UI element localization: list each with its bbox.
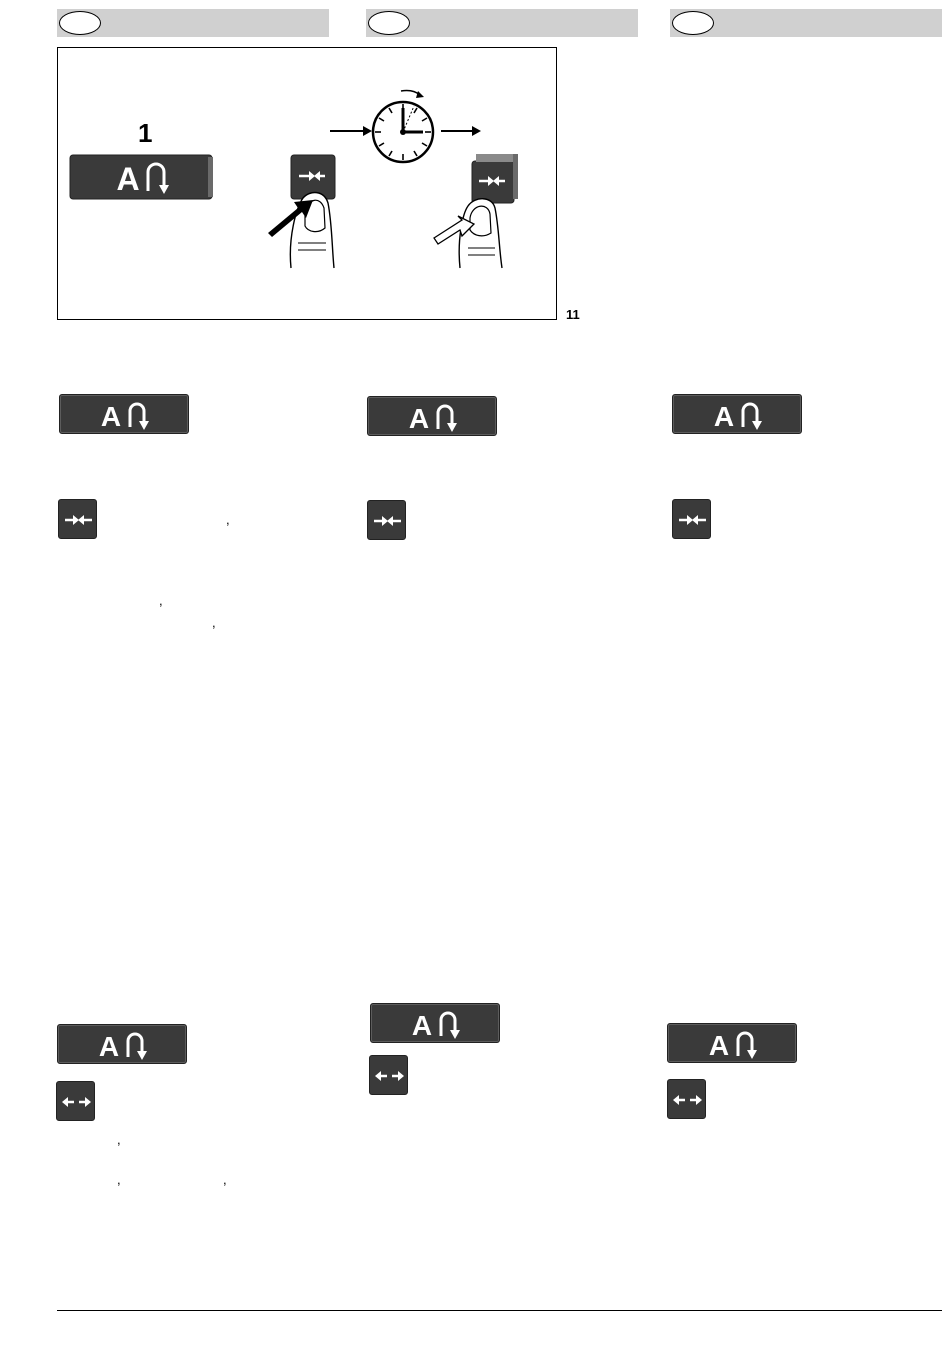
comma-fragment-5: ,	[117, 1172, 121, 1187]
comma-fragment-4: ,	[117, 1132, 121, 1147]
svg-text:A: A	[411, 1010, 433, 1041]
close-key-col1	[58, 499, 97, 539]
mode-badge-col3-top	[672, 394, 802, 434]
instruction-figure	[57, 47, 557, 320]
open-key-col2	[369, 1055, 408, 1095]
arrow-from-clock	[441, 126, 481, 136]
arrow-to-clock	[330, 126, 372, 136]
comma-fragment-1: ,	[226, 512, 230, 527]
language-header-bar-1	[57, 9, 329, 37]
arrows-outward-icon	[370, 1056, 409, 1096]
svg-text:A: A	[713, 401, 735, 432]
mode-badge-col2-top	[367, 396, 497, 436]
comma-fragment-6: ,	[223, 1172, 227, 1187]
svg-text:A: A	[708, 1030, 730, 1061]
language-header-bar-2	[366, 9, 638, 37]
step-label: 1	[138, 118, 153, 148]
open-key-col1	[56, 1081, 95, 1121]
svg-text:A: A	[100, 401, 122, 432]
close-key-col3	[672, 499, 711, 539]
mode-badge-col3-bottom	[667, 1023, 797, 1063]
figure-mode-badge	[70, 155, 213, 199]
mode-badge-col2-bottom	[370, 1003, 500, 1043]
arrows-outward-icon	[57, 1082, 96, 1122]
close-key-col2	[367, 500, 406, 540]
key-released-illustration	[434, 154, 518, 268]
svg-text:A: A	[98, 1031, 120, 1062]
arrows-outward-icon	[668, 1080, 707, 1120]
figure-badge-letter: A	[116, 161, 140, 197]
figure-number: 11	[566, 307, 580, 322]
key-pressed-illustration	[268, 155, 335, 268]
language-header-bar-3	[670, 9, 942, 37]
open-key-col3	[667, 1079, 706, 1119]
mode-badge-col1-top	[59, 394, 189, 434]
mode-badge-col1-bottom	[57, 1024, 187, 1064]
language-flag-oval-2	[368, 11, 410, 35]
language-flag-oval-1	[59, 11, 101, 35]
language-flag-oval-3	[672, 11, 714, 35]
arrows-inward-icon	[368, 501, 407, 541]
comma-fragment-2: ,	[159, 593, 163, 608]
svg-text:A: A	[408, 403, 430, 434]
arrows-inward-icon	[59, 500, 98, 540]
clock-icon	[373, 91, 433, 163]
arrows-inward-icon	[673, 500, 712, 540]
footer-rule	[57, 1310, 942, 1311]
comma-fragment-3: ,	[212, 615, 216, 630]
figure-illustration	[58, 48, 558, 321]
